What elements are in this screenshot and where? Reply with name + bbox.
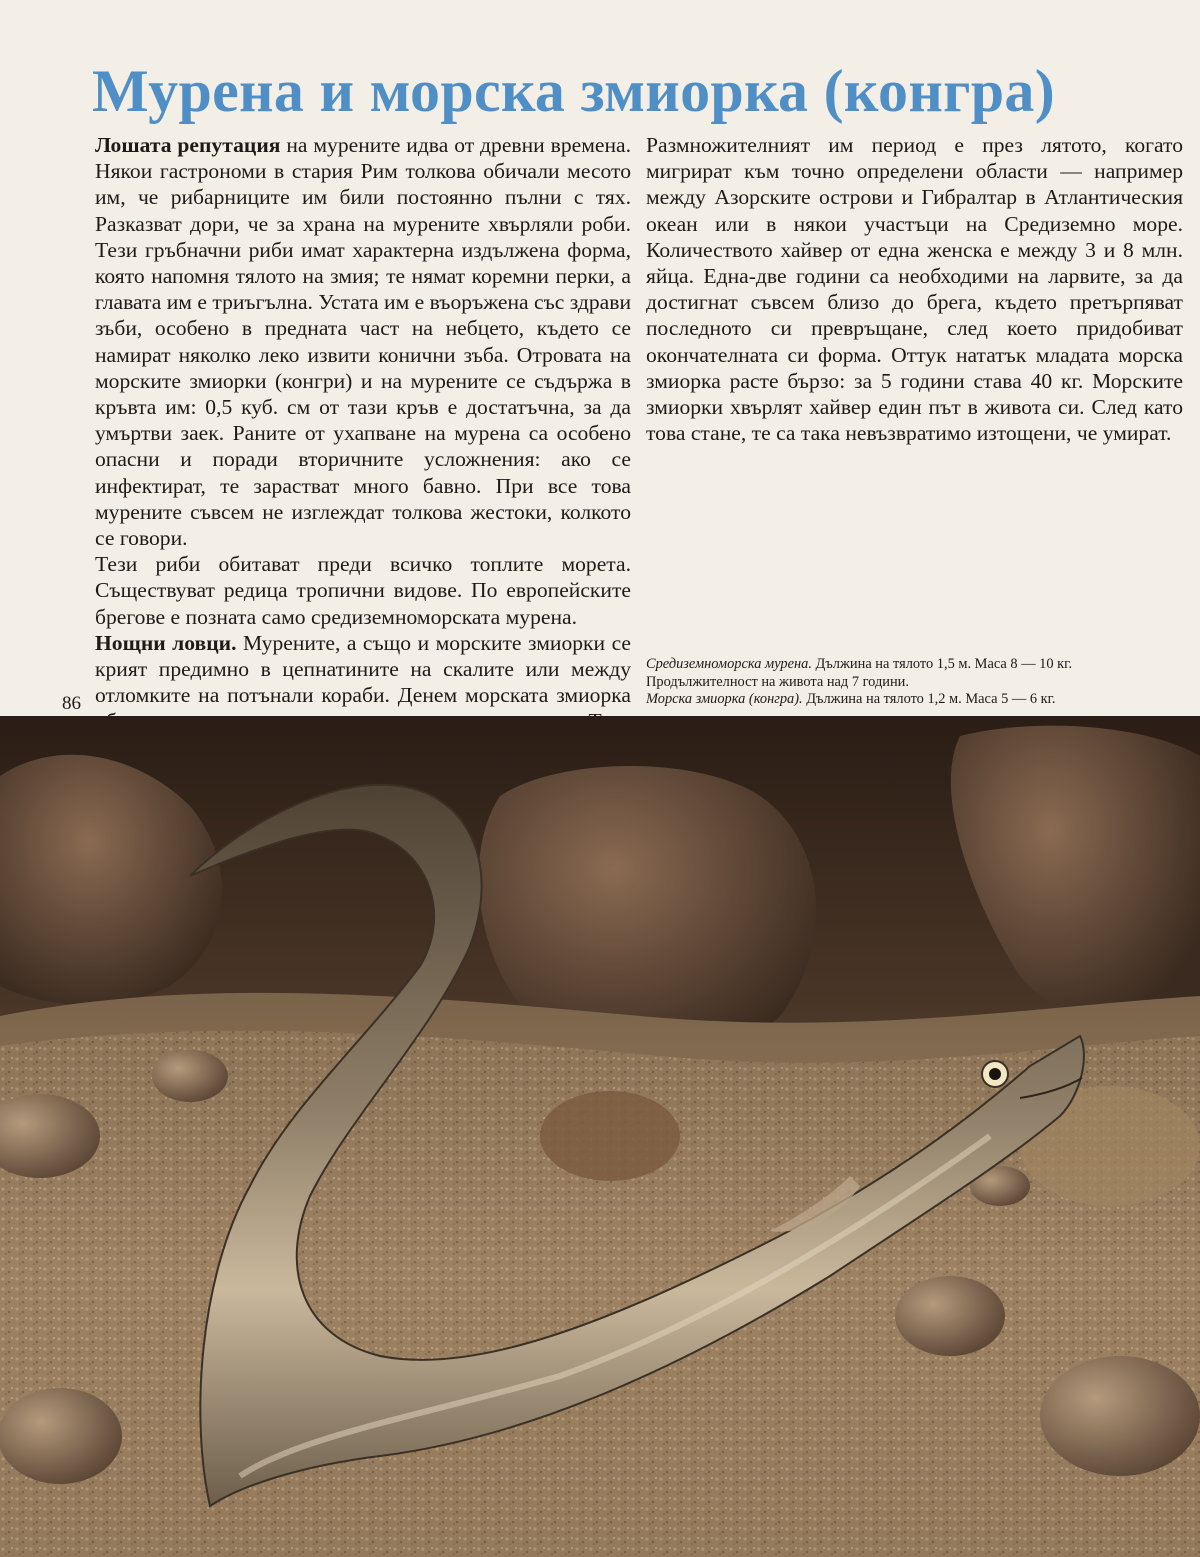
caption-conger: [646, 691, 1186, 709]
illustration-captions: [646, 656, 1186, 709]
lead-phrase-night-hunters: Нощни ловци.: [95, 630, 237, 655]
paragraph-reputation: [95, 132, 631, 551]
caption-moray-stats: Дължина на тялото 1,5 м. Маса 8 — 10 кг.: [811, 656, 1073, 672]
pebble: [152, 1050, 228, 1102]
paragraph-habitat: Тези риби обитават преди всичко топлите морета. Съществуват редица тропични видове. По европейските брегове е позната само средиземноморската мурена.: [95, 552, 631, 629]
left-text-column: [95, 132, 631, 761]
caption-moray-species: Средиземноморска мурена.: [646, 656, 812, 672]
caption-moray: [646, 656, 1186, 674]
sponge: [540, 1091, 680, 1181]
paragraph-reputation-body: на мурените идва от древни времена. Някои гастрономи в стария Рим толкова обичали месото им, че рибарниците им били постоянно пълни с тях. Разказват дори, че за храна на мурените хвърляли роби. Тези гръбначни риби имат характерна издължена форма, която напомня тялото на змия; те нямат коремни перки, а главата им е триъгълна. Устата им е въоръжена със здрави зъби, особено в предната част на небцето, където се намират няколко леко извити конични зъба. Отровата на морските змиорки (конгри) и на мурените се съдържа в кръвта им: 0,5 куб. см от тази кръв е достатъчна, за да умъртви заек. Раните от ухапване на мурена са особено опасни и поради вторичните усложнения: ако се инфектират, те зарастват много бавно. При все това мурените съвсем не изглеждат толкова жестоки, колкото се говори.: [95, 133, 631, 551]
caption-moray-lifespan: Продължителност на живота над 7 години.: [646, 673, 909, 690]
page-title: Мурена и морска змиорка (конгра): [92, 58, 1055, 124]
caption-conger-species: Морска змиорка (конгра).: [646, 691, 803, 708]
pebble: [895, 1276, 1005, 1356]
paragraph-night-hunters-body: Мурените, а също и морските змиорки се крият предимно в цепнатините на скалите или между отломките на потънали кораби. Денем морската змиорка: [95, 630, 631, 708]
caption-conger-stats: Дължина на тялото 1,2 м. Маса 5 — 6 кг.: [802, 691, 1056, 708]
pebble: [0, 1388, 122, 1484]
page-number: 86: [62, 693, 81, 714]
lead-phrase-reputation: Лошата репутация: [95, 133, 281, 157]
right-text-column: [646, 132, 1183, 446]
paragraph-reproduction: Размножителният им период е през лятото, когато мигрират към точно определени области — например между Азорските острови и Гибралтар в Атлантическия океан или в някои участъци на Средиземно море. Количеството хайвер от една женска е между 3 и 8 млн. яйца. Една-две години са необходими на ларвите, за да достигнат съвсем близо до брега, където претърпяват последното си превръщане, след което придобиват окончателната си форма. Оттук нататък младата морска змиорка расте бързо: за 5 години става 40 кг. Морските змиорки хвърлят хайвер един път в живота си. След като това стане, те са така невъзвратимо изтощени, че умират.: [646, 133, 1183, 446]
pebble: [1040, 1356, 1200, 1476]
conger-eel-illustration: [0, 716, 1200, 1557]
eel-pupil: [989, 1068, 1001, 1080]
